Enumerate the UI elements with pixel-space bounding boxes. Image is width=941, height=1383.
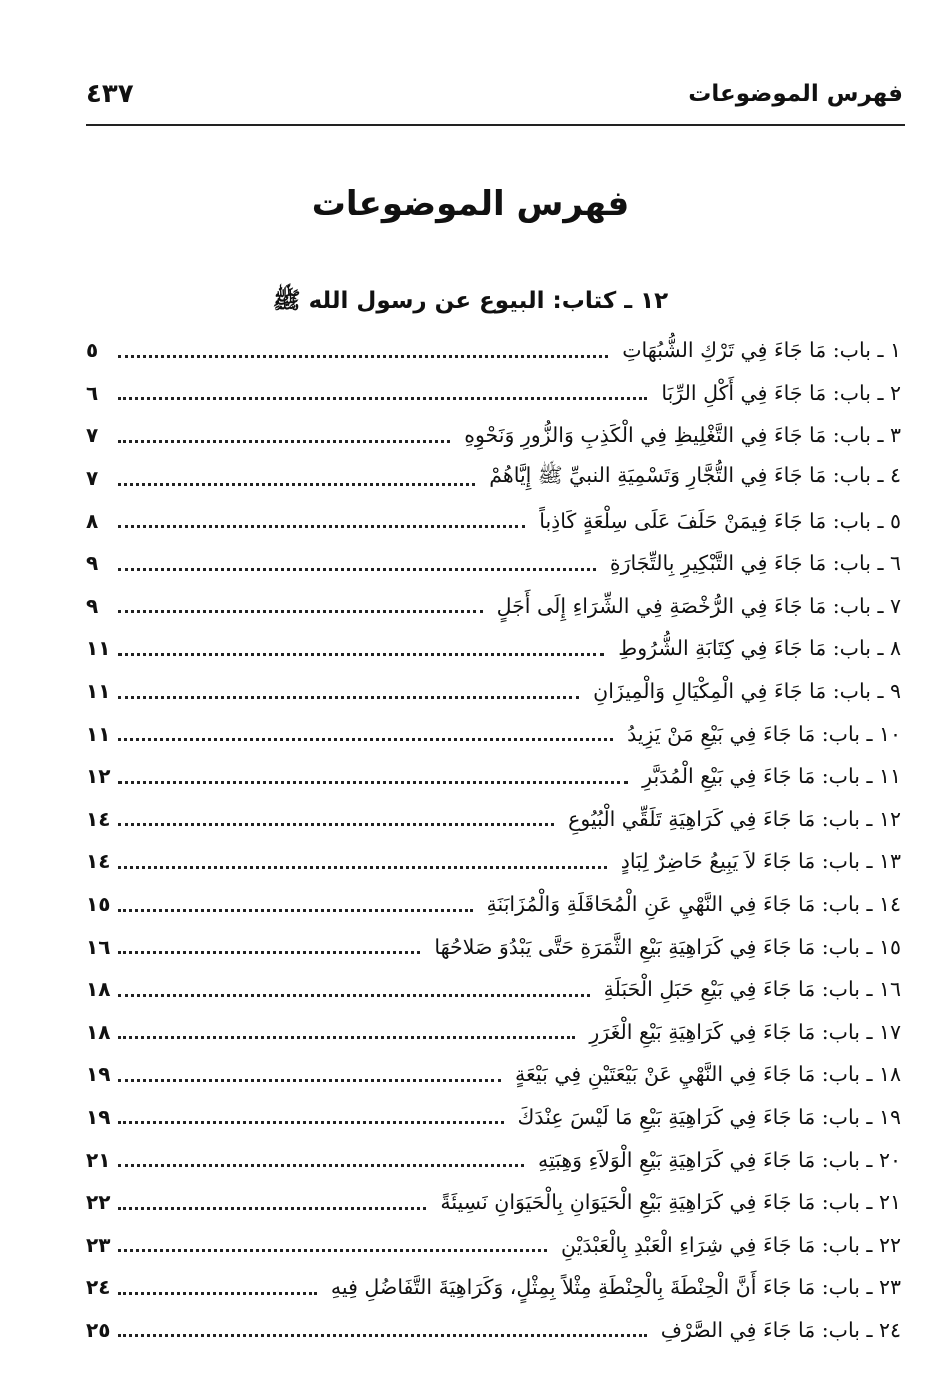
toc-entry-title: ١٢ ـ باب: مَا جَاءَ فِي كَرَاهِيَةِ تَلَقِّي الْبُيُوعِ [568,806,901,831]
dot-leader [118,1164,524,1167]
toc-entry-page: ٢١ [86,1147,111,1172]
toc-list [86,329,901,1351]
toc-entry [86,585,901,628]
toc-entry-title: ٢٣ ـ باب: مَا جَاءَ أَنَّ الْحِنْطَةَ بِالْحِنْطَةِ مِثْلاً بِمِثْلٍ، وَكَرَاهِيَةَ التَّفَاضُلِ فِيهِ [330,1275,901,1300]
toc-entry [86,1223,901,1266]
toc-entry-title: ١٦ ـ باب: مَا جَاءَ فِي بَيْعِ حَبَلِ الْحَبَلَةِ [603,977,901,1002]
toc-entry-title: ٩ ـ باب: مَا جَاءَ فِي الْمِكْيَالِ وَالْمِيزَانِ [593,679,901,704]
toc-entry [86,329,901,372]
toc-entry-title: ١١ ـ باب: مَا جَاءَ فِي بَيْعِ الْمُدَبَّرِ [642,764,901,789]
toc-entry [86,414,901,457]
toc-entry [86,798,901,841]
page-title: فهرس الموضوعات [311,184,630,224]
book-heading: ١٢ ـ كتاب: البيوع عن رسول الله ﷺ [272,288,669,314]
toc-entry-title: ١٠ ـ باب: مَا جَاءَ فِي بَيْعِ مَنْ يَزِيدُ [627,721,901,746]
toc-entry [86,627,901,670]
toc-entry-page: ١٩ [86,1062,111,1087]
toc-entry [86,712,901,755]
toc-entry-page: ١١ [86,636,111,661]
dot-leader [118,781,628,784]
toc-entry-page: ٩ [86,593,99,618]
dot-leader [118,696,579,699]
toc-entry-title: ١٥ ـ باب: مَا جَاءَ فِي كَرَاهِيَةِ بَيْعِ الثَّمَرَةِ حَتَّى يَبْدُوَ صَلاحُهَا [434,934,901,959]
toc-entry-page: ١٤ [86,806,111,831]
dot-leader [118,1079,501,1082]
toc-entry-title: ٢٢ ـ باب: مَا جَاءَ فِي شِرَاءِ الْعَبْدِ بِالْعَبْدَيْنِ [561,1232,901,1257]
toc-entry [86,1309,901,1352]
toc-entry-title: ٧ ـ باب: مَا جَاءَ فِي الرُّخْصَةِ فِي الشِّرَاءِ إِلَى أَجَلٍ [496,593,901,618]
toc-entry-page: ٢٢ [86,1190,111,1215]
toc-entry-page: ٩ [86,551,99,576]
toc-entry-page: ١١ [86,679,111,704]
dot-leader [118,951,420,954]
toc-entry-page: ١٢ [86,764,111,789]
running-header [86,72,903,116]
toc-entry [86,840,901,883]
toc-entry [86,1053,901,1096]
toc-entry-page: ٨ [86,508,99,533]
header-divider [86,124,905,126]
page-number: ٤٣٧ [86,79,134,109]
dot-leader [118,440,450,443]
toc-entry-page: ٧ [86,423,99,448]
toc-entry-title: ٢٠ ـ باب: مَا جَاءَ فِي كَرَاهِيَةِ بَيْعِ الْوَلاَءِ وَهِبَتِهِ [537,1147,901,1172]
toc-entry-title: ١٤ ـ باب: مَا جَاءَ فِي النَّهْيِ عَنِ الْمُحَاقَلَةِ وَالْمُزَابَنَةِ [486,892,901,917]
toc-entry [86,499,901,542]
dot-leader [118,994,590,997]
toc-entry [86,542,901,585]
toc-entry-title: ١ ـ باب: مَا جَاءَ فِي تَرْكِ الشُّبُهَاتِ [622,338,901,363]
toc-entry [86,1138,901,1181]
toc-entry [86,883,901,926]
dot-leader [118,653,604,656]
dot-leader [118,568,596,571]
toc-entry-title: ١٩ ـ باب: مَا جَاءَ فِي كَرَاهِيَةِ بَيْعِ مَا لَيْسَ عِنْدَكَ [517,1104,901,1129]
toc-entry-title: ٦ ـ باب: مَا جَاءَ فِي التَّبْكِيرِ بِالتِّجَارَةِ [609,551,901,576]
dot-leader [118,1292,317,1295]
toc-entry-title: ١٧ ـ باب: مَا جَاءَ فِي كَرَاهِيَةِ بَيْعِ الْغَرَرِ [589,1019,901,1044]
dot-leader [118,738,613,741]
toc-entry-title: ٨ ـ باب: مَا جَاءَ فِي كِتَابَةِ الشُّرُوطِ [618,636,901,661]
dot-leader [118,1121,504,1124]
toc-entry [86,925,901,968]
toc-entry-page: ٢٤ [86,1275,111,1300]
toc-entry-title: ٢ ـ باب: مَا جَاءَ فِي أَكْلِ الرِّبَا [661,380,901,405]
dot-leader [118,525,525,528]
toc-entry [86,1266,901,1309]
toc-entry-page: ٥ [86,338,99,363]
toc-entry-title: ٤ ـ باب: مَا جَاءَ فِي التُّجَّارِ وَتَسْمِيَةِ النبيِّ ﷺ إِيَّاهُمْ [489,463,901,488]
dot-leader [118,1207,426,1210]
toc-entry-title: ٣ ـ باب: مَا جَاءَ فِي التَّغْلِيظِ فِي الْكَذِبِ وَالزُّورِ وَنَحْوِهِ [464,423,901,448]
toc-entry-page: ٦ [86,380,99,405]
toc-entry-page: ١٨ [86,1019,111,1044]
toc-entry-title: ٥ ـ باب: مَا جَاءَ فِيمَنْ حَلَفَ عَلَى سِلْعَةٍ كَاذِباً [539,508,901,533]
toc-entry-page: ١٩ [86,1104,111,1129]
toc-entry-page: ١١ [86,721,111,746]
toc-entry [86,755,901,798]
dot-leader [118,610,483,613]
toc-entry [86,1096,901,1139]
toc-entry-page: ١٦ [86,934,111,959]
dot-leader [118,397,647,400]
dot-leader [118,1036,575,1039]
toc-entry [86,670,901,713]
toc-entry-page: ٢٥ [86,1317,111,1342]
toc-entry-page: ٢٣ [86,1232,111,1257]
toc-entry-page: ١٨ [86,977,111,1002]
toc-entry [86,968,901,1011]
toc-entry-page: ٧ [86,466,99,491]
toc-entry-title: ٢١ ـ باب: مَا جَاءَ فِي كَرَاهِيَةِ بَيْعِ الْحَيَوَانِ بِالْحَيَوَانِ نَسِيئَةً [440,1190,901,1215]
toc-entry-page: ١٤ [86,849,111,874]
dot-leader [118,355,608,358]
dot-leader [118,1249,547,1252]
toc-entry [86,1181,901,1224]
dot-leader [118,1334,647,1337]
dot-leader [118,909,473,912]
running-title: فهرس الموضوعات [688,81,903,107]
toc-entry [86,457,901,500]
toc-entry-page: ١٥ [86,892,111,917]
toc-entry [86,1011,901,1054]
dot-leader [118,866,607,869]
toc-entry-title: ١٨ ـ باب: مَا جَاءَ فِي النَّهْيِ عَنْ بَيْعَتَيْنِ فِي بَيْعَةٍ [515,1062,901,1087]
toc-entry-title: ١٣ ـ باب: مَا جَاءَ لاَ يَبِيعُ حَاضِرٌ لِبَادٍ [620,849,901,874]
dot-leader [118,483,475,486]
dot-leader [118,823,554,826]
toc-entry [86,372,901,415]
toc-entry-title: ٢٤ ـ باب: مَا جَاءَ فِي الصَّرْفِ [660,1317,901,1342]
